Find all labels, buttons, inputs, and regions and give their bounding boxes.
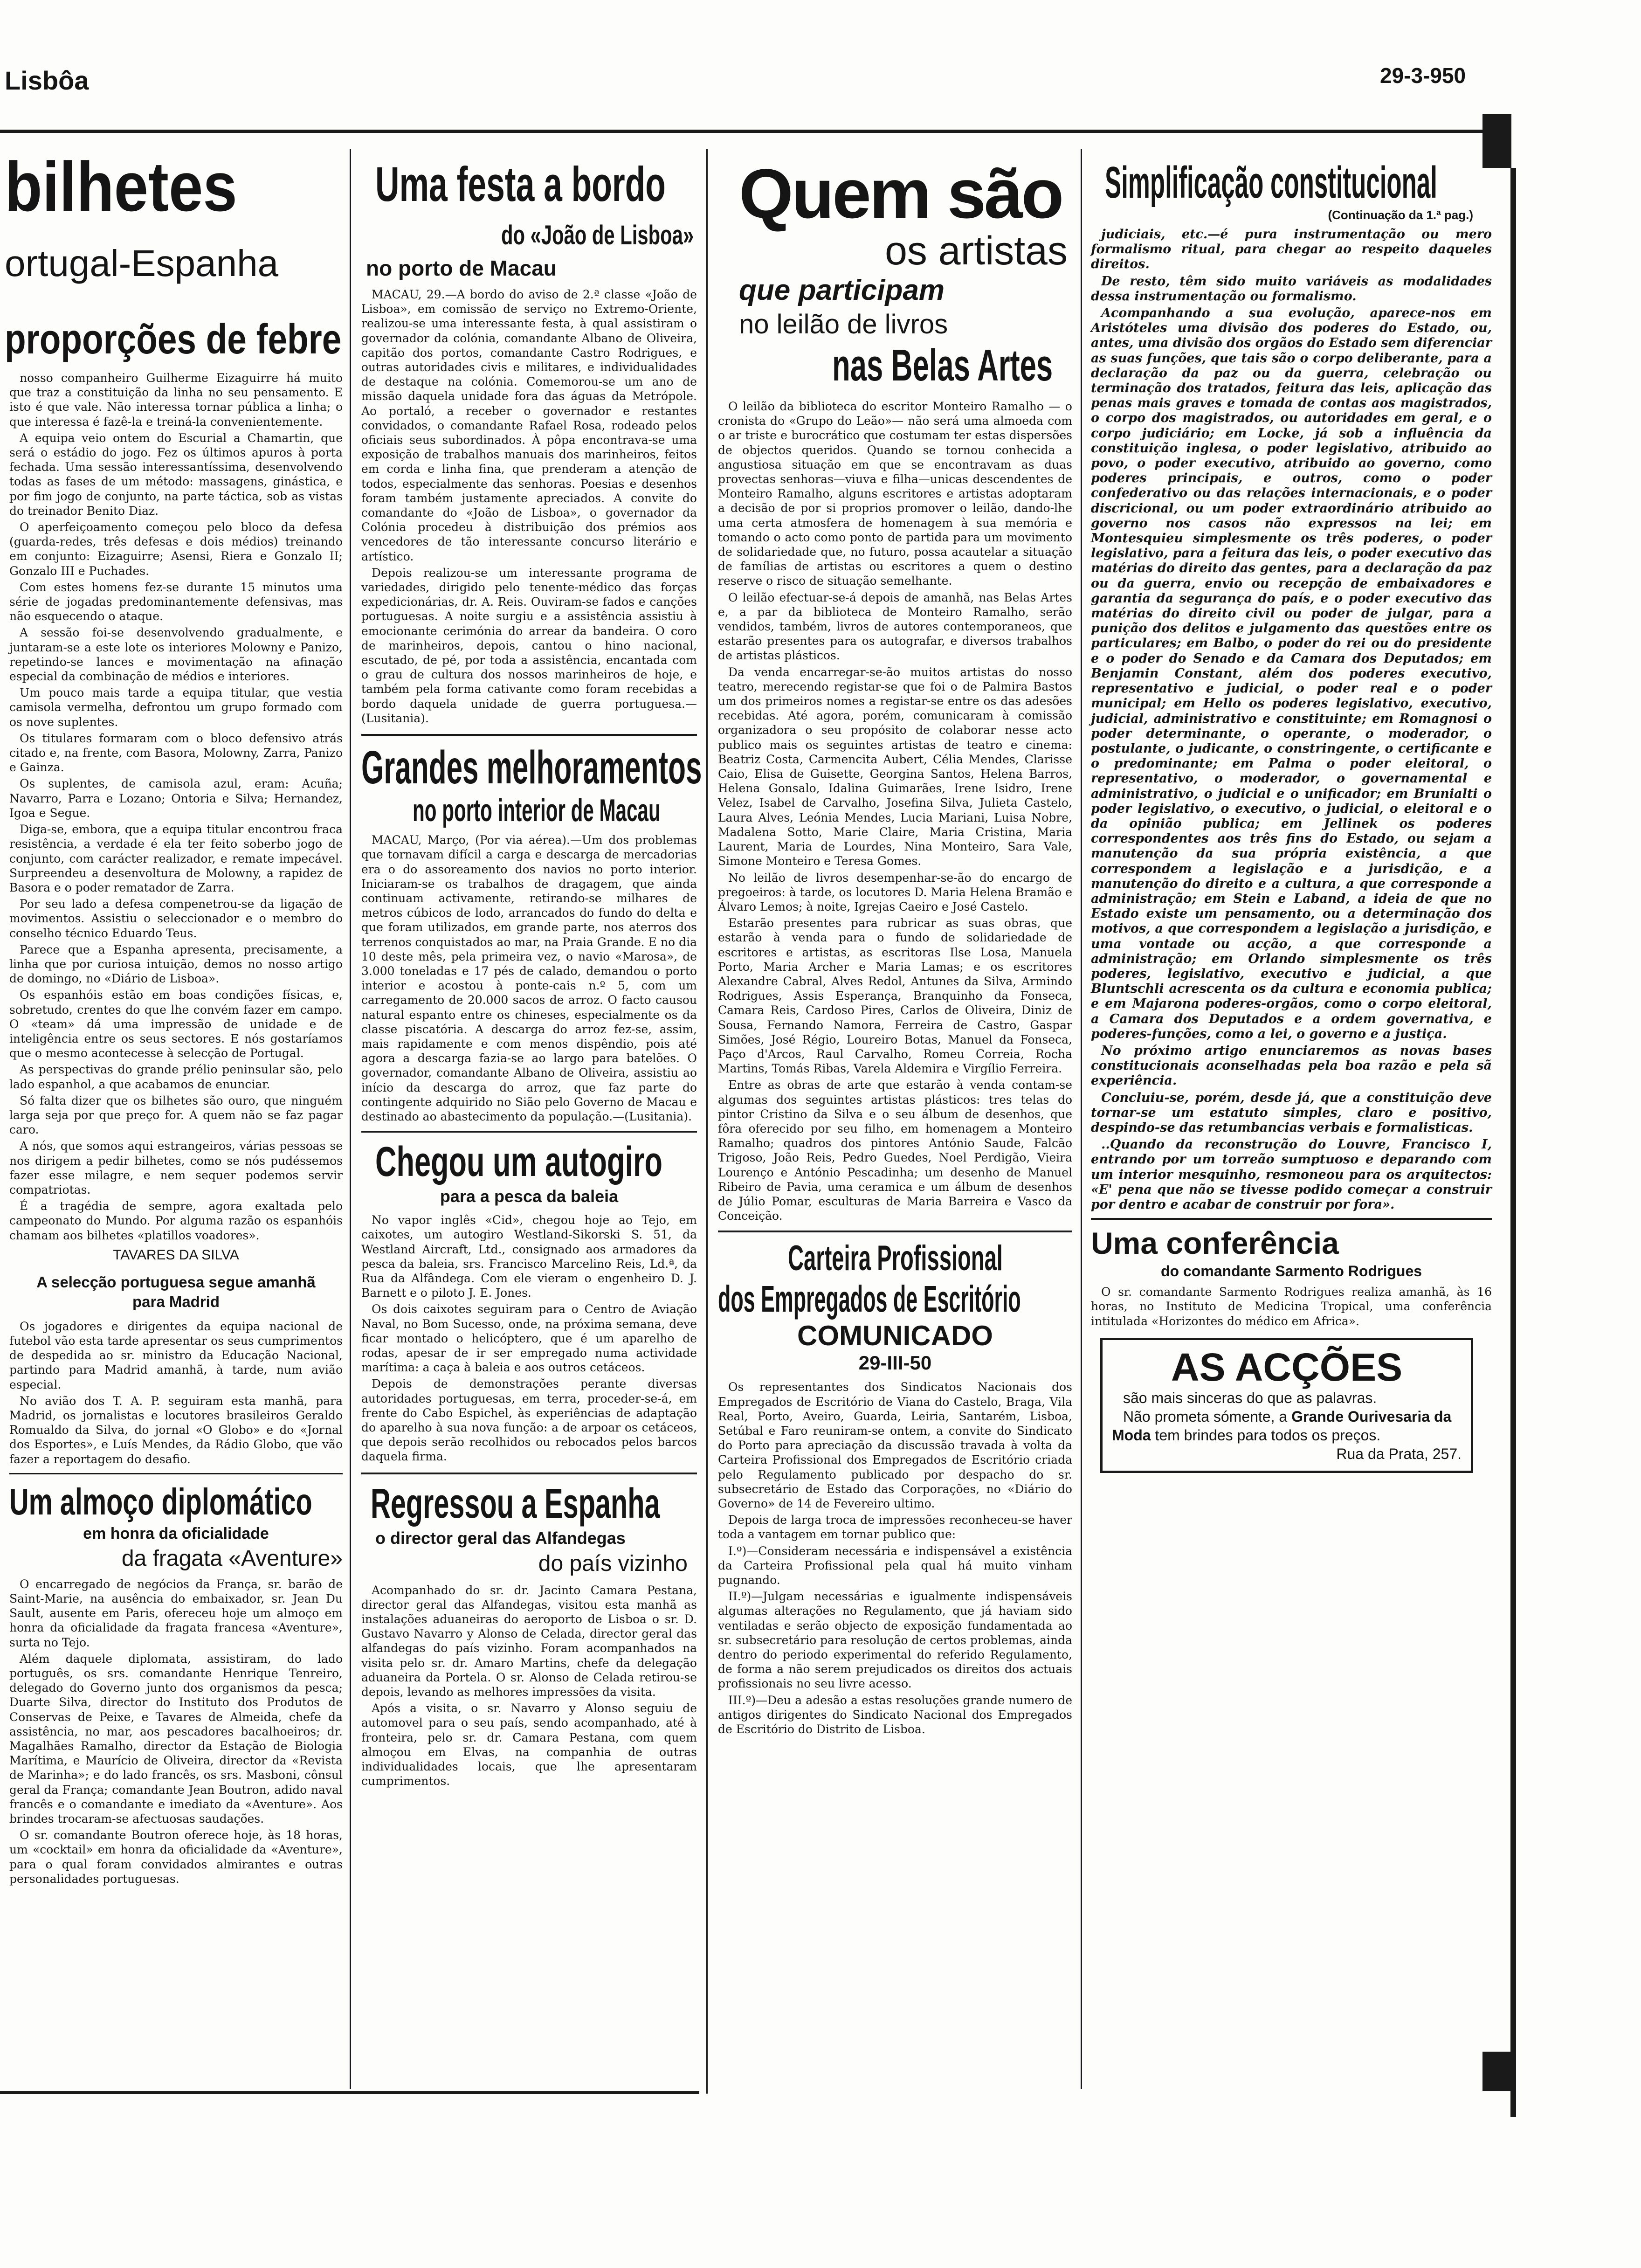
article-bilhetes-subtitle: ortugal-Espanha [5, 242, 279, 284]
paragraph: Um pouco mais tarde a equipa titular, que vestia camisola vermelha, defrontou um grupo formado com os nove suplentes. [9, 686, 343, 729]
column-4 [1086, 140, 1506, 2089]
ad-line2-a: Não prometa sómente, a [1123, 1408, 1292, 1425]
ad-title: AS ACÇÕES [1171, 1345, 1403, 1389]
section-rule [718, 1231, 1072, 1232]
paragraph: Acompanhado do sr. dr. Jacinto Camara Pestana, director geral das Alfandegas, visitou esta manhã as instalações aduaneiras do aeroporto de Lisboa o sr. D. Gustavo Navarro y Alonso de Celada, director geral das alfandegas do país vizinho. Foram acompanhados na visita pelo sr. dr. Amaro Martins, chefe da delegação aduaneira da Portela. O sr. Alonso de Celada retirou-se depois, levando as melhores impressões da visita. [361, 1583, 697, 1699]
ad-address: Rua da Prata, 257. [1336, 1445, 1462, 1462]
paragraph: No avião dos T. A. P. seguiram esta manhã, para Madrid, os jornalistas e locutores brasileiros Geraldo Romualdo da Silva, do jornal «O Globo» e do «Jornal dos Esportes», e Luís Mendes, da Rádio Globo, que vão fazer a reportagem do desafio. [9, 1394, 343, 1466]
paragraph: A nós, que somos aqui estrangeiros, várias pessoas se nos dirigem a pedir bilhetes, como se nós pudéssemos fazer esse milagre, e nem sequer podemos servir compatriotas. [9, 1139, 343, 1196]
article-regressou-title: Regressou a Espanha [371, 1480, 660, 1527]
article-melhoramentos-title: Grandes melhoramentos [361, 741, 702, 794]
column-1 [0, 140, 345, 2089]
paragraph: Por seu lado a defesa compenetrou-se da ligação de movimentos. Assistiu o seleccionador e o membro do conselho técnico Eduardo Teus. [9, 897, 343, 940]
advertisement-box [1100, 1338, 1473, 1473]
article-regressou-subtitle: o director geral das Alfandegas [375, 1528, 626, 1548]
paragraph: A sessão foi-se desenvolvendo gradualmente, e juntaram-se a este lote os interiores Molowny e Panizo, repetindo-se lances e movimentação na afinação especial da combinação de médios e interiores. [9, 626, 343, 684]
article-carteira-date: 29-III-50 [858, 1352, 932, 1374]
column-3 [713, 140, 1077, 2089]
paragraph: Da venda encarregar-se-ão muitos artistas do nosso teatro, merecendo registar-se que foi o de Palmira Bastos um dos primeiros nomes a registar-se entre os das adesões recebidas. Até agora, porém, comunicaram à comissão organizadora o seu propósito de colaborar nesse acto publico mais os seguintes artistas de teatro e cinema: Beatriz Costa, Carmencita Aubert, Célia Mendes, Clarisse Caio, Elisa de Guisette, Georgina Santos, Helena Barros, Helena Gonsalo, Idalina Guimarães, Irene Isidro, Irene Velez, Isabel de Carvalho, Josefina Silva, Julieta Castelo, Laura Alves, Leónia Mendes, Lucia Mariani, Luisa Nobre, Madalena Sotto, Marie Claire, Maria Cristina, Maria Laurent, Maria de Lourdes, Nina Monteiro, Sara Vale, Simone Monteiro e Teresa Gomes. [718, 665, 1072, 868]
column-rule [350, 149, 351, 2089]
paragraph: Os espanhóis estão em boas condições físicas, e, sobretudo, crentes do que lhe convém fazer em campo. O «team» dá uma impressão de unidade e de inteligência entre os seus sectores. E nós gostaríamos que o mesmo acontecesse à selecção de Portugal. [9, 988, 343, 1060]
column-rule [1081, 149, 1082, 2089]
article-autogiro-subtitle: para a pesca da baleia [440, 1187, 619, 1206]
paragraph: Entre as obras de arte que estarão à venda contam-se algumas dos seguintes artistas plásticos: tres telas do pintor Cristino da Silva e o seu álbum de desenhos, que fôra oferecido por seu filho, em homenagem a Monteiro Ramalho; quadros dos pintores António Saude, Falcão Trigoso, João Reis, Pedro Guedes, Noel Perdigão, Vieira Lourenço e António Pescadinha; um desenho de Manuel Ribeiro de Pavia, uma ceramica e um álbum de desenhos de Júlio Pomar, esculturas de Maria Barreira e Vasco da Conceição. [718, 1078, 1072, 1223]
article-artistas-subtitle4: nas Belas Artes [832, 340, 1053, 390]
paragraph: Estarão presentes para rubricar as suas obras, que estarão à venda para o fundo de solidariedade de escritores e artistas, as escritoras Ilse Losa, Manuela Porto, Maria Archer e Maria Lamas; e os escritores Alexandre Cabral, Alves Redol, Antunes da Silva, Armindo Rodrigues, Assis Esperança, Branquinho da Fonseca, Camara Reis, Cardoso Pires, Carlos de Oliveira, Diniz de Sousa, Fernando Namora, Ferreira de Castro, Gaspar Simões, José Régio, Loureiro Botas, Manuel da Fonseca, Paço d'Arcos, Raul Carvalho, Romeu Correia, Rocha Martins, Tomás Ribas, Varela Aldemira e Virgílio Ferreira. [718, 916, 1072, 1076]
paragraph: O leilão efectuar-se-á depois de amanhã, nas Belas Artes e, a par da biblioteca de Monteiro Ramalho, serão vendidos, também, livros de autores contemporaneos, que estarão presentes para os autografar, e diversos trabalhos de artistas plásticos. [718, 590, 1072, 663]
paragraph: Após a visita, o sr. Navarro y Alonso seguiu de automovel para o seu país, sendo acompanhado, até à fronteira, pelo sr. dr. Camara Pestana, com quem almoçou em Elvas, na companhia de outras individualidades locais, que lhe apresentaram cumprimentos. [361, 1701, 697, 1788]
article-selecao-title: A selecção portuguesa segue amanhã para Madrid [36, 1273, 316, 1310]
section-rule [361, 1473, 697, 1474]
paragraph: No vapor inglês «Cid», chegou hoje ao Tejo, em caixotes, um autogiro Westland-Sikorski S. 51, da Westland Aircraft, Ltd., consignado aos armadores da pesca da baleia, srs. Francisco Marcelino Reis, Ld.ª, da Rua da Alfândega. Com ele vieram o engenheiro D. J. Barnett e o piloto J. E. Jones. [361, 1213, 697, 1300]
paragraph: Além daquele diplomata, assistiram, do lado português, os srs. comandante Henrique Tenreiro, delegado do Governo junto dos organismos da pesca; Duarte Silva, director do Instituto dos Produtos de Conservas de Peixe, e Tavares de Almeida, chefe da assistência, no mar, aos pescadores bacalhoeiros; dr. Magalhães Ramalho, director da Estação de Biologia Marítima, e Maurício de Oliveira, director da «Revista de Marinha»; e do lado francês, os srs. Masboni, cônsul geral da França; comandante Jean Boutron, adido naval francês e o comandante e imediato da «Aventure». Aos brindes trocaram-se afectuosas saudações. [9, 1652, 343, 1826]
article-regressou-subtitle2: do país vizinho [538, 1551, 688, 1576]
ad-line2-b: Grande Ourivesaria da Moda [1112, 1408, 1452, 1444]
article-artistas-subtitle3: no leilão de livros [739, 309, 948, 339]
ad-line2 [1112, 1407, 1462, 1445]
paragraph: Depois de larga troca de impressões reconheceu-se haver toda a vantagem em tornar publico que: [718, 1513, 1072, 1542]
paragraph: judiciais, etc.—é pura instrumentação ou mero formalismo ritual, para chegar ao respeito daqueles direitos. [1091, 227, 1492, 272]
article-artistas [718, 154, 1072, 1738]
bottom-rule [0, 2091, 699, 2094]
article-conferencia-subtitle: do comandante Sarmento Rodrigues [1160, 1263, 1422, 1280]
masthead-date: 29-3-950 [1380, 63, 1466, 88]
paragraph: II.º)—Julgam necessárias e igualmente indispensáveis algumas alterações no Regulamento, que já haviam sido ventiladas e serão objecto de exposição fundamentada ao sr. subsecretário para resolução de certos problemas, ainda dentro do periodo experimental do referido Regulamento, de forma a não serem prejudicados os direitos dos actuais profissionais no seu livre acesso. [718, 1590, 1072, 1691]
paragraph: MACAU, 29.—A bordo do aviso de 2.ª classe «João de Lisboa», em comissão de serviço no Extremo-Oriente, realizou-se uma interessante festa, à qual assistiram o governador da colónia, comandante Albano de Oliveira, capitão dos portos, comandante Castro Rodrigues, e outras autoridades civis e militares, e individualidades de destaque na colónia. Comemorou-se um ano de missão daquela unidade fora das águas da Metrópole. Ao portaló, a receber o governador e restantes convidados, o comandante Rafael Rosa, rodeado pelos oficiais seus subordinados. À pôpa encontrava-se uma exposição de trabalhos manuais dos marinheiros, feitos em corda e linha fina, que prenderam a atenção de todos, especialmente das senhoras. Poesias e desenhos foram também justamente apreciados. A convite do comandante do «João de Lisboa», o governador da Colónia procedeu à distribuição dos prémios aos vencedores de tão interessante concurso literário e artístico. [361, 288, 697, 563]
article-simplificacao [1091, 159, 1492, 1473]
right-border [1510, 168, 1516, 2117]
article-autogiro-title: Chegou um autogiro [375, 1139, 662, 1186]
article-festa-title: Uma festa a bordo [375, 157, 666, 212]
paragraph: ..Quando da reconstrução do Louvre, Francisco I, entrando por um torreão sumptuoso e deparando com um interior mesquinho, resmoneou para os arquitectos: «E' pena que não se tivesse podido começar a construir por dentro e acabar de construir por fora». [1091, 1137, 1492, 1212]
paragraph: Depois de demonstrações perante diversas autoridades portuguesas, em terra, proceder-se-á, em frente do Cabo Espichel, às experiências de adaptação do aparelho à sua nova função: a de arpoar os cetáceos, que depois serão recolhidos ou rebocados pelos barcos daquela firma. [361, 1377, 697, 1464]
article-festa-subtitle2: no porto de Macau [366, 256, 557, 280]
byline: TAVARES DA SILVA [113, 1247, 239, 1263]
paragraph: O aperfeiçoamento começou pelo bloco da defesa (guarda-redes, três defesas e dois médios) treinando em conjunto: Eizaguirre; Asensi, Riera e Gonzalo II; Gonzalo III e Puchades. [9, 520, 343, 578]
article-simplificacao-title: Simplificação constitucional [1105, 158, 1437, 207]
paragraph: O encarregado de negócios da França, sr. barão de Saint-Marie, na ausência do embaixador, sr. Jean Du Sault, ausente em Paris, ofereceu hoje um almoço em honra da oficialidade da fragata francesa «Aventure», surta no Tejo. [9, 1577, 343, 1649]
paragraph: As perspectivas do grande prélio peninsular são, pelo lado espanhol, a que acabamos de enunciar. [9, 1063, 343, 1091]
article-bilhetes-title: bilhetes [5, 147, 237, 226]
paragraph: O sr. comandante Boutron oferece hoje, às 18 horas, um «cocktail» em honra da oficialidade da «Aventure», para o qual foram convidados almirantes e outras personalidades portuguesas. [9, 1828, 343, 1886]
paragraph: nosso companheiro Guilherme Eizaguirre há muito que traz a constituição da linha no seu pensamento. E isto é que vale. Não interessa tornar pública a linha; o que interessa é fazê-la e treiná-la convenientemente. [9, 371, 343, 429]
article-carteira-comunicado: COMUNICADO [797, 1320, 993, 1352]
paragraph: III.º)—Deu a adesão a estas resoluções grande numero de antigos dirigentes do Sindicato Nacional dos Empregados de Escritório do Distrito de Lisboa. [718, 1693, 1072, 1736]
article-bilhetes-kicker: proporções de febre [5, 316, 342, 363]
article-festa-subtitle: do «João de Lisboa» [501, 220, 694, 250]
paragraph: Com estes homens fez-se durante 15 minutos uma série de jogadas predominantemente defensivas, mas não esquecendo o ataque. [9, 580, 343, 623]
column-rule [706, 149, 708, 2094]
paragraph: Os suplentes, de camisola azul, eram: Acuña; Navarro, Parra e Lozano; Ontoria e Silva; Hernandez, Igoa e Segue. [9, 777, 343, 820]
article-conferencia-title: Uma conferência [1091, 1226, 1339, 1261]
paragraph: A equipa veio ontem do Escurial a Chamartin, que será o estádio do jogo. Fez os últimos apuros à porta fechada. Uma sessão interessantíssima, desenvolvendo todas as fases de um método: massagens, ginástica, e por fim jogo de conjunto, na parte táctica, sob as vistas do treinador Benito Diaz. [9, 431, 343, 518]
paragraph: Os jogadores e dirigentes da equipa nacional de futebol vão esta tarde apresentar os seus cumprimentos de despedida ao sr. ministro da Educação Nacional, partindo para Madrid amanhã, à tarde, num avião especial. [9, 1319, 343, 1391]
article-simplificacao-continuation: (Continuação da 1.ª pag.) [1328, 208, 1473, 222]
article-almoco-title: Um almoço diplomático [9, 1480, 312, 1522]
section-rule [361, 734, 697, 736]
paragraph: Acompanhando a sua evolução, aparece-nos em Aristóteles uma divisão dos poderes do Estado, ou, antes, uma divisão dos orgãos do Estado sem diferenciar as suas funções, que tais são o corpo deliberante, para a declaração da paz ou da guerra, celebração ou terminação dos tratados, feitura das leis, aplicação das penas mais graves e tomada de contas aos magistrados, o corpo dos magistrados, ou autoridades em geral, e o corpo judiciário; em Locke, já sob a influência da constituição inglesa, o poder legislativo, atribuido ao povo, o poder executivo, atribuido ao governo, como poderes principais, e outros, como o poder confederativo ou das relações internacionais, e o poder discricional, ou um poder extraordinário atribuido ao governo nos casos não expressos na lei; em Montesquieu simplesmente os três poderes, o poder legislativo, para a feitura das leis, o poder executivo das matérias do direito das gentes, para a declaração da paz ou da guerra, envio ou recepção de embaixadores e garantia da segurança do país, e o poder executivo das matérias do direito civil ou poder de julgar, para a punição dos delitos e julgamento das questões entre os particulares; em Balbo, o poder do rei ou do presidente e o poder do Senado e da Camara dos Deputados; em Benjamin Constant, além dos poderes executivo, representativo e judicial, o poder real e o poder municipal; em Hello os poderes legislativo, executivo, judicial, administrativo e constituinte; em Romagnosi o poder determinante, o operante, o moderador, o postulante, o judicante, o constringente, o certificante e o predominante; em Palma o poder eleitoral, o representativo, o moderador, o governamental e administrativo, o judicial e o unificador; em Brunialti o poder legislativo, o executivo, o judicial, o eleitoral e o da opinião publica; em Jellinek os poderes correspondentes aos três fins do Estado, ou sejam a manutenção da sua própria existência, a que correspondem a legislação e a jurisdição, e a manutenção do direito e a cultura, a que corresponde a administração; em Stein e Laband, a ideia de que no Estado existe um pensamento, ou a determinação dos motivos, a que correspondem a legislação a jurisdição, e uma vontade ou acção, a que corresponde a administração; em Orlando simplesmente os três poderes, legislativo, executivo e judicial, a que Bluntschli acrescenta os da cultura e economia publica; e em Majarona poderes-orgãos, como o corpo eleitoral, a Camara dos Deputados e a ordem governativa, e poderes-funções, como a lei, o governo e a justiça. [1091, 306, 1492, 1041]
paragraph: O leilão da biblioteca do escritor Monteiro Ramalho — o cronista do «Grupo do Leão»— não será uma almoeda com o ar triste e burocrático que costumam ter estas dispersões de objectos queridos. Quando se tornou conhecida a angustiosa situação em que se encontravam as duas provectas senhoras—viuva e filha—unicas descendentes de Monteiro Ramalho, alguns escritores e artistas adoptaram a decisão de por si proprios promover o leilão, dando-lhe uma certa atmosfera de homenagem à sua memória e tomando o acto como ponto de partida para um movimento de solidariedade que, no futuro, possa acautelar a situação de famílias de artistas ou escritores a quem o destino reserve o risco de situação semelhante. [718, 400, 1072, 588]
article-carteira-subtitle: dos Empregados de Escritório [718, 1278, 1021, 1320]
section-rule [1091, 1218, 1492, 1220]
paragraph: I.º)—Consideram necessária e indispensável a existência da Carteira Profissional pela qual há muito vinham pugnando. [718, 1544, 1072, 1587]
section-rule [361, 1131, 697, 1133]
paragraph: Concluiu-se, porém, desde já, que a constituição deve tornar-se um estatuto simples, claro e positivo, despindo-se das retumbancias verbais e formalisticas. [1091, 1090, 1492, 1135]
paragraph: Só falta dizer que os bilhetes são ouro, que ninguém larga seja por que preço for. A quem não se faz pagar caro. [9, 1093, 343, 1137]
article-artistas-subtitle: os artistas [885, 228, 1068, 273]
paragraph: Os representantes dos Sindicatos Nacionais dos Empregados de Escritório de Viana do Castelo, Braga, Vila Real, Porto, Aveiro, Guarda, Leiria, Santarém, Lisboa, Setúbal e Faro reuniram-se ontem, a convite do Sindicato do Porto para apreciação da discussão travada à volta da Carteira Profissional dos Empregados de Escritório criada pelo Regulamento publicado por despacho do sr. subsecretário de Estado das Corporações, no «Diário do Governo» de 14 de Fevereiro ultimo. [718, 1380, 1072, 1510]
masthead-rule [0, 130, 1482, 133]
column-2 [357, 140, 702, 2089]
ad-line2-c: tem brindes para todos os preços. [1151, 1426, 1381, 1444]
article-almoco-subtitle2: da fragata «Aventure» [121, 1546, 343, 1571]
masthead-city: Lisbôa [5, 66, 89, 95]
paragraph: De resto, têm sido muito variáveis as modalidades dessa instrumentação ou formalismo. [1091, 274, 1492, 304]
article-melhoramentos-subtitle: no porto interior de Macau [413, 793, 661, 829]
paragraph: É a tragédia de sempre, agora exaltada pelo campeonato do Mundo. Por alguma razão os espanhóis chamam aos bilhetes «platillos voadores». [9, 1199, 343, 1242]
paragraph: No leilão de livros desempenhar-se-ão do encargo de pregoeiros: à tarde, os locutores D. Maria Helena Bramão e Álvaro Lemos; à noite, Igrejas Caeiro e José Castelo. [718, 871, 1072, 913]
article-carteira-title: Carteira Profissional [788, 1238, 1003, 1279]
paragraph: Parece que a Espanha apresenta, precisamente, a linha que por curiosa intuição, demos no nosso artigo de domingo, no «Diário de Lisboa». [9, 942, 343, 986]
paragraph: Diga-se, embora, que a equipa titular encontrou fraca resistência, a verdade é ela ter feito soberbo jogo de conjunto, com carácter realizador, e remate impecável. Surpreendeu a desenvoltura de Molowny, a rapidez de Basora e o poder rematador de Zarra. [9, 823, 343, 894]
article-festa [361, 157, 702, 1790]
paragraph: No próximo artigo enunciaremos as novas bases constitucionais aconselhadas pela boa razão e pela sã experiência. [1091, 1043, 1492, 1088]
paragraph: Os dois caixotes seguiram para o Centro de Aviação Naval, no Bom Sucesso, onde, na próxima semana, deve ficar montado o helicóptero, que é um aparelho de rodas, apesar de ir ser empregado numa actividade marítima: a caça à baleia e aos outros cetáceos. [361, 1302, 697, 1375]
article-almoco-subtitle: em honra da oficialidade [83, 1524, 269, 1542]
paragraph: Os titulares formaram com o bloco defensivo atrás citado e, na frente, com Basora, Molowny, Zarra, Panizo e Gainza. [9, 731, 343, 774]
article-artistas-subtitle2: que participam [739, 274, 945, 306]
article-bilhetes-body [9, 371, 343, 1888]
article-artistas-title: Quem são [739, 154, 1062, 233]
paragraph: MACAU, Março, (Por via aérea).—Um dos problemas que tornavam difícil a carga e descarga de mercadorias era o do assoreamento dos navios no porto interior. Iniciaram-se os trabalhos de dragagem, que ainda continuam activamente, retirando-se milhares de metros cúbicos de lodo, arrancados do fundo do delta e que foram utilizados, em grande parte, nos aterros dos terrenos conquistados ao mar, na Praia Grande. E no dia 10 deste mês, pela primeira vez, o navio «Marosa», de 3.000 toneladas e 17 pés de calado, demandou o porto interior e acostou à ponte-cais n.º 5, com um carregamento de 20.000 sacos de arroz. O facto causou natural espanto entre os chineses, especialmente os da classe piscatória. A descarga do arroz fez-se, assim, mais rapidamente e com menos dispêndio, pois até agora a descarga fazia-se ao largo para batelões. O governador, comandante Albano de Oliveira, assistiu ao início da descarga do arroz, que faz parte do contingente adquirido no Sião pelo Governo de Macau e destinado ao abastecimento da população.—(Lusitania). [361, 833, 697, 1123]
paragraph: Depois realizou-se um interessante programa de variedades, dirigido pelo tenente-médico das forças expedicionárias, dr. A. Reis. Ouviram-se fados e canções portuguesas. A noite surgiu e a assistência assistiu à emocionante cerimónia do arrear da bandeira. O coro de marinheiros, depois, cantou o hino nacional, escutado, de pé, por toda a assistência, encantada com o grau de cultura dos nossos marinheiros de hoje, e também pela forma cativante como foram recebidas a bordo daquela unidade de guerra portuguesa.—(Lusitania). [361, 566, 697, 725]
ad-line1: são mais sinceras do que as palavras. [1123, 1389, 1377, 1406]
paragraph: O sr. comandante Sarmento Rodrigues realiza amanhã, às 16 horas, no Instituto de Medicina Tropical, uma conferência intitulada «Horizontes do médico em Africa». [1091, 1285, 1492, 1328]
section-rule [9, 1473, 343, 1474]
